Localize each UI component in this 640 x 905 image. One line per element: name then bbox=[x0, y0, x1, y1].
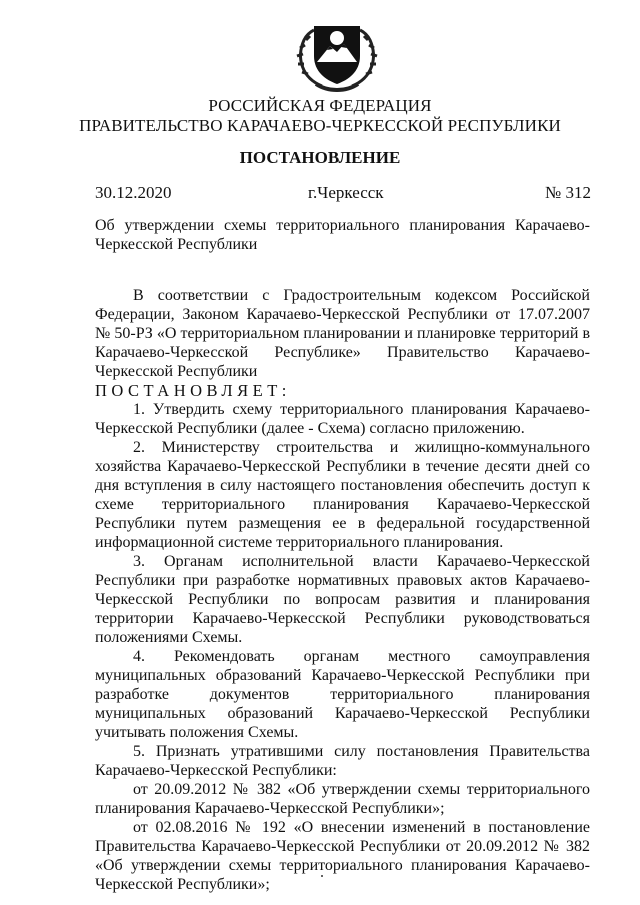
karachay-cherkessia-emblem-icon bbox=[292, 14, 382, 94]
resolves-heading: ПОСТАНОВЛЯЕТ: bbox=[95, 381, 291, 400]
item-5: 5. Признать утратившими силу постановления Правительства Карачаево-Черкесской Республики: bbox=[95, 743, 590, 779]
document-subject: Об утверждении схемы территориального планирования Карачаево-Черкесской Республики bbox=[95, 217, 590, 253]
item-2: 2. Министерству строительства и жилищно-коммунального хозяйства Карачаево-Черкесской Республики в течение десяти дней со дня вступления в силу настоящего постановления обеспечить доступ к схеме территориального планирования Карачаево-Черкесской Республики путем размещения ее в федеральной государственной информационной системе территориального планирования. bbox=[95, 439, 590, 551]
item-5-repeal-2: от 02.08.2016 № 192 «О внесении изменений в постановление Правительства Карачаево-Черкесской Республики от 20.09.2012 № 382 «Об утверждении схемы территориального планирования Карачаево-Черкесской Республики»; bbox=[95, 819, 590, 893]
document-city: г.Черкесск bbox=[308, 183, 384, 202]
preamble-paragraph: В соответствии с Градостроительным кодексом Российской Федерации, Законом Карачаево-Черкесской Республики от 17.07.2007 № 50-РЗ «О территориальном планировании и планировке территорий в Карачаево-Черкесской Республике» Правительство Карачаево-Черкесской Республики bbox=[95, 287, 590, 380]
item-3: 3. Органам исполнительной власти Карачаево-Черкесской Республики при разработке нормативных правовых актов Карачаево-Черкесской Республики по вопросам развития и планирования территории Карачаево-Черкесской Республики руководствоваться положениями Схемы. bbox=[95, 553, 590, 646]
document-body bbox=[95, 286, 590, 894]
document-number: № 312 bbox=[545, 183, 591, 202]
header-government: ПРАВИТЕЛЬСТВО КАРАЧАЕВО-ЧЕРКЕССКОЙ РЕСПУБЛИКИ bbox=[79, 116, 561, 135]
document-date: 30.12.2020 bbox=[95, 183, 172, 202]
document-type-title: ПОСТАНОВЛЕНИЕ bbox=[239, 148, 401, 167]
item-4: 4. Рекомендовать органам местного самоуправления муниципальных образований Карачаево-Черкесской Республики при разработке документов территориального планирования муниципальных образований Карачаево-Черкесской Республики учитывать положения Схемы. bbox=[95, 648, 590, 741]
item-1: 1. Утвердить схему территориального планирования Карачаево-Черкесской Республики (далее - Схема) согласно приложению. bbox=[95, 401, 590, 437]
page-mark bbox=[321, 875, 323, 877]
header-country: РОССИЙСКАЯ ФЕДЕРАЦИЯ bbox=[208, 96, 432, 115]
item-5-repeal-1: от 20.09.2012 № 382 «Об утверждении схемы территориального планирования Карачаево-Черкесской Республики»; bbox=[95, 781, 590, 817]
